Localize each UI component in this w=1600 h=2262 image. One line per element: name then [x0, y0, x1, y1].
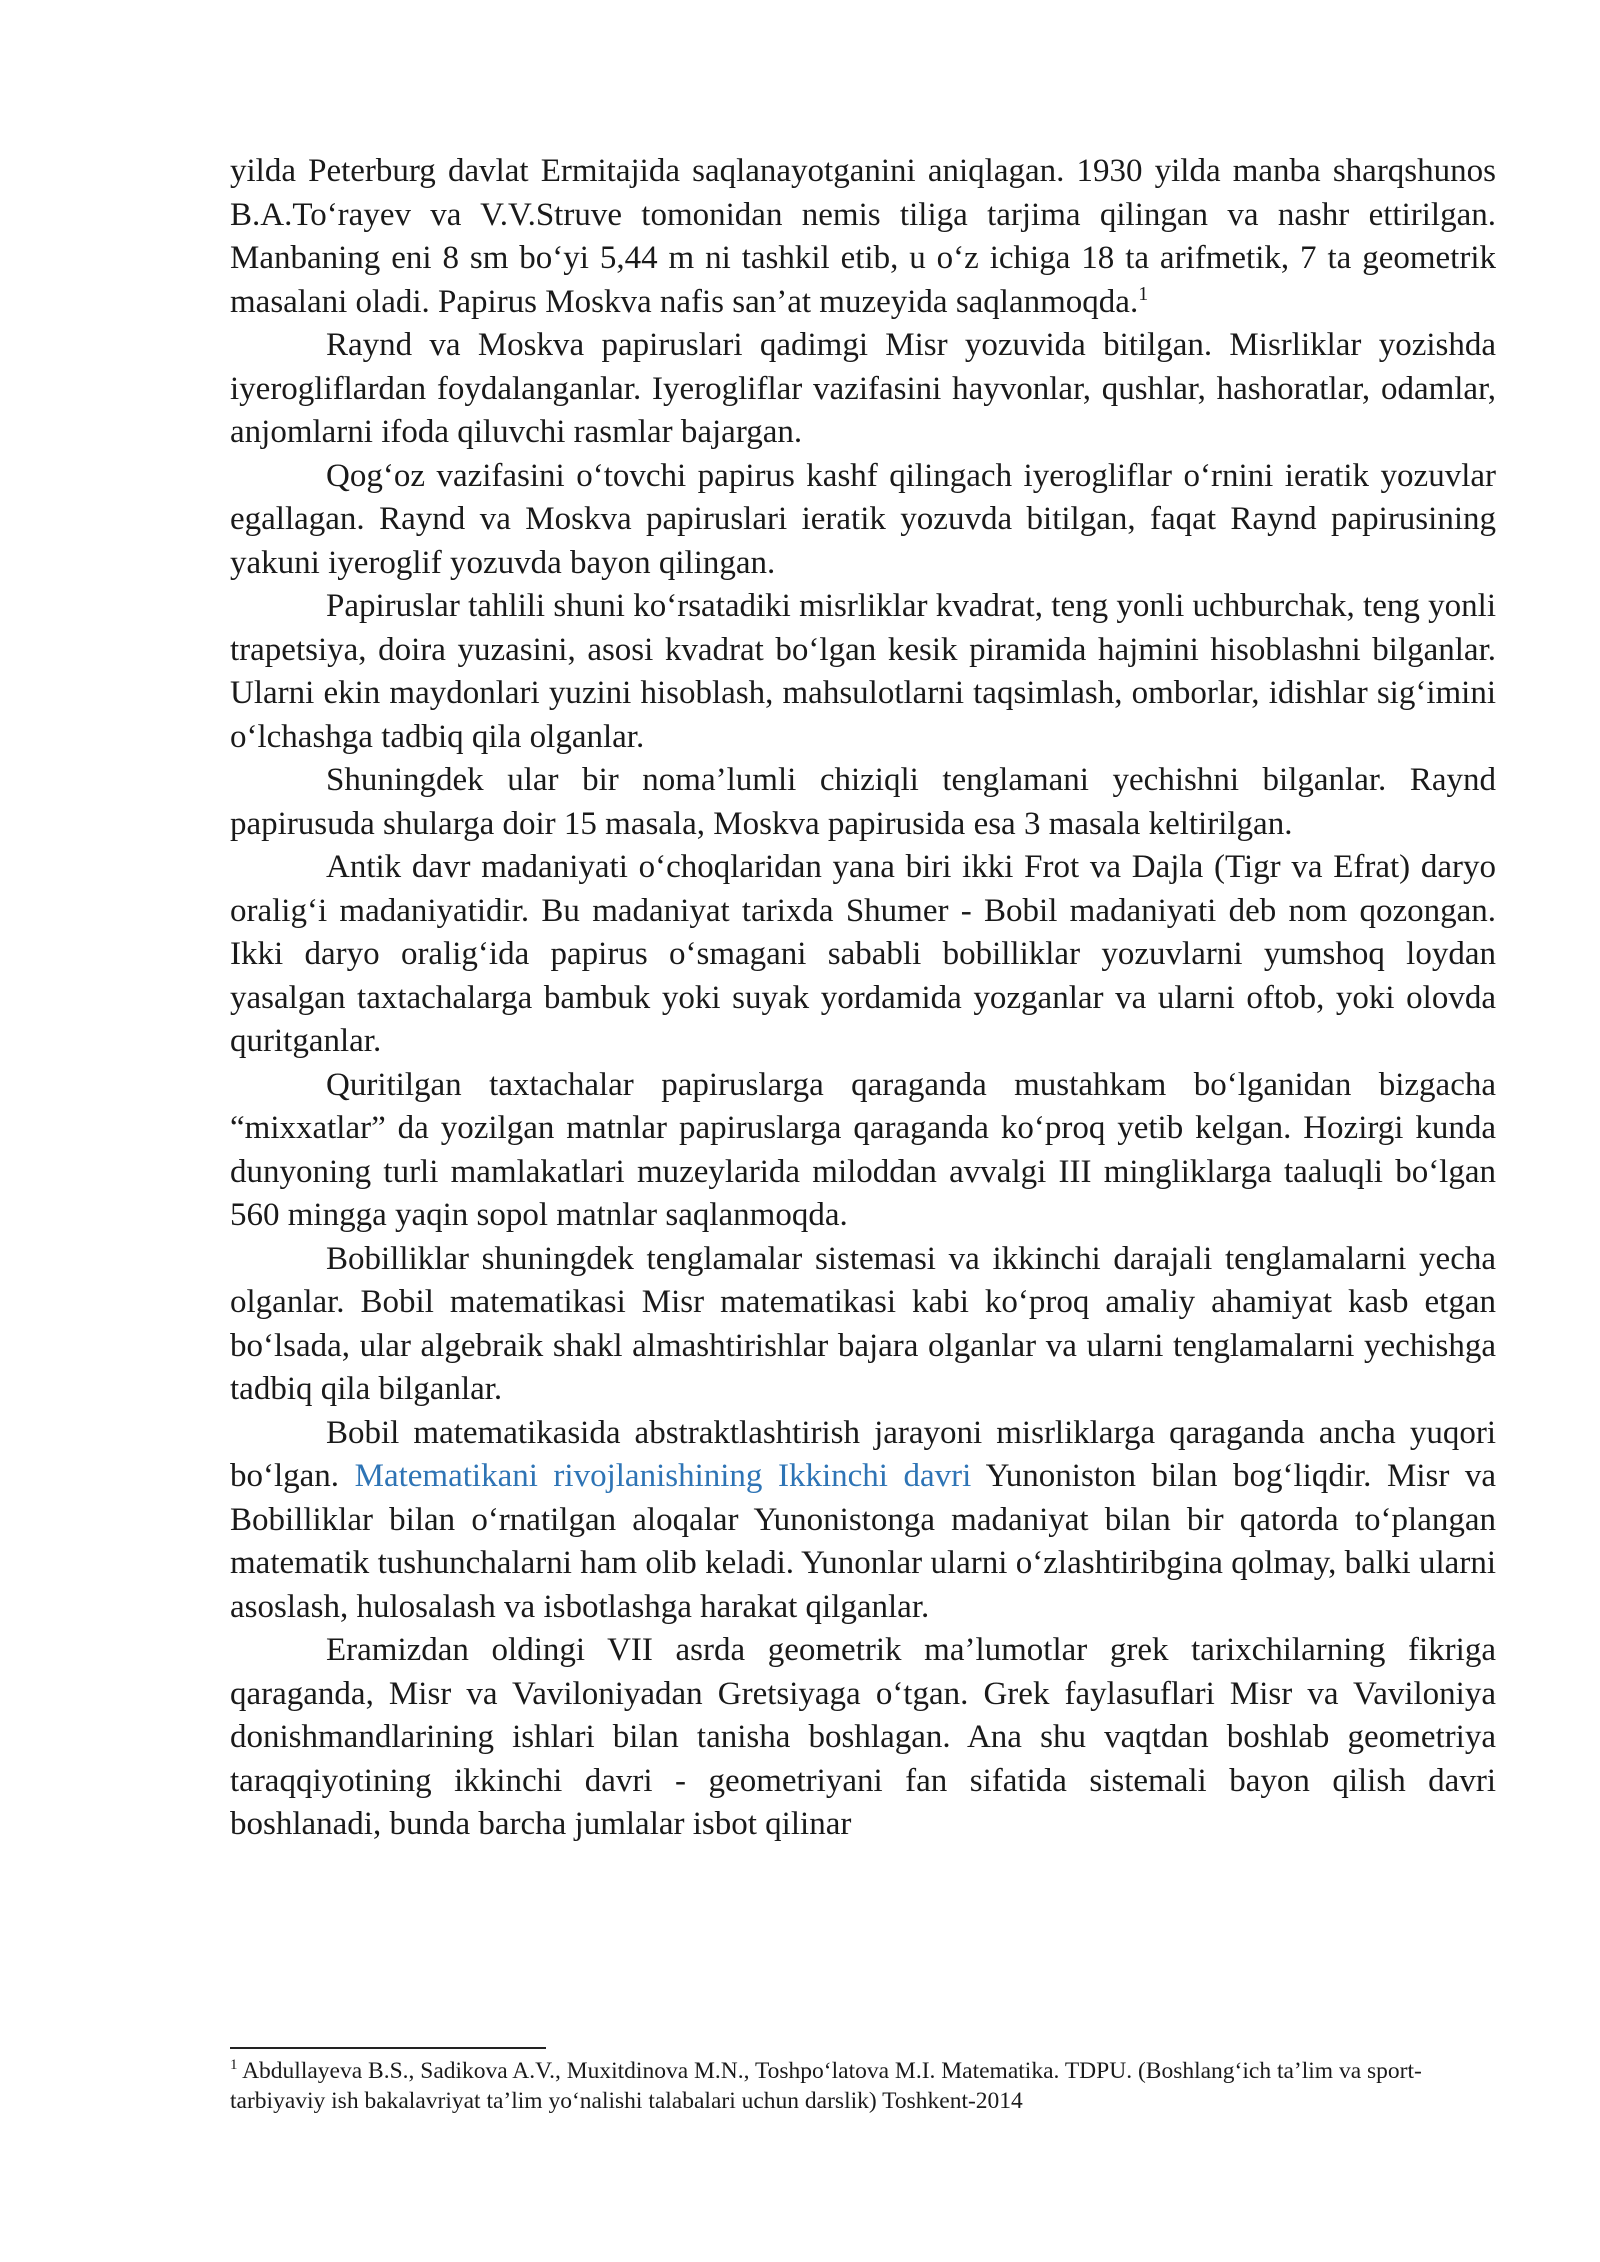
paragraph-5: Shuningdek ular bir noma’lumli chiziqli tenglamani yechishni bilganlar. Raynd papirusuda shularga doir 15 masala, Moskva papirusida esa 3 masala keltirilgan.	[230, 762, 1496, 842]
footnote-mark: 1	[230, 2057, 238, 2074]
paragraph-1	[230, 150, 1496, 324]
footnote-separator	[230, 2047, 546, 2049]
document-page	[230, 150, 1496, 1847]
paragraph-10: Eramizdan oldingi VII asrda geometrik ma’lumotlar grek tarixchilarning fikriga qaraganda, Misr va Vaviloniyadan Gretsiyaga o‘tgan. Grek faylasuflari Misr va Vaviloniya donishmandlarining ishlari bilan tanisha boshlagan. Ana shu vaqtdan boshlab geometriya taraqqiyotining ikkinchi davri - geometriyani fan sifatida sistemali bayon qilish davri boshlanadi, bunda barcha jumlalar isbot qilinar	[230, 1632, 1496, 1842]
hyperlink-second-period[interactable]: Matematikani rivojlanishining Ikkinchi davri	[354, 1458, 972, 1494]
footnote-text: Abdullayeva B.S., Sadikova A.V., Muxitdinova M.N., Toshpo‘latova M.I. Matematika. TDPU. (Boshlang‘ich ta’lim va sport-tarbiyaviy ish bakalavriyat ta’lim yo‘nalishi talabalari uchun darslik) Toshkent-2014	[230, 2058, 1422, 2114]
paragraph-3: Qog‘oz vazifasini o‘tovchi papirus kashf qilingach iyerogliflar o‘rnini ieratik yozuvlar egallagan. Raynd va Moskva papiruslari ieratik yozuvda bitilgan, faqat Raynd papirusining yakuni iyeroglif yozuvda bayon qilingan.	[230, 457, 1496, 581]
paragraph-6: Antik davr madaniyati o‘choqlaridan yana biri ikki Frot va Dajla (Tigr va Efrat) daryo oralig‘i madaniyatidir. Bu madaniyat tarixda Shumer - Bobil madaniyati deb nom qozongan. Ikki daryo oralig‘ida papirus o‘smagani sababli bobilliklar yozuvlarni yumshoq loydan yasalgan taxtachalarga bambuk yoki suyak yordamida yozganlar va ularni oftob, yoki olovda quritganlar.	[230, 849, 1496, 1059]
paragraph-9	[230, 1412, 1496, 1630]
paragraph-4: Papiruslar tahlili shuni ko‘rsatadiki misrliklar kvadrat, teng yonli uchburchak, teng yonli trapetsiya, doira yuzasini, asosi kvadrat bo‘lgan kesik piramida hajmini hisoblashni bilganlar. Ularni ekin maydonlari yuzini hisoblash, mahsulotlarni taqsimlash, omborlar, idishlar sig‘imini o‘lchashga tadbiq qila olganlar.	[230, 588, 1496, 755]
document-body	[230, 150, 1496, 1847]
paragraph-2: Raynd va Moskva papiruslari qadimgi Misr yozuvida bitilgan. Misrliklar yozishda iyerogliflardan foydalanganlar. Iyerogliflar vazifasini hayvonlar, qushlar, hashoratlar, odamlar, anjomlarni ifoda qiluvchi rasmlar bajargan.	[230, 327, 1496, 450]
footnote	[230, 2056, 1496, 2116]
paragraph-8: Bobilliklar shuningdek tenglamalar sistemasi va ikkinchi darajali tenglamalarni yecha olganlar. Bobil matematikasi Misr matematikasi kabi ko‘proq amaliy ahamiyat kasb etgan bo‘lsada, ular algebraik shakl almashtirishlar bajara olganlar va ularni tenglamalarni yechishga tadbiq qila bilganlar.	[230, 1240, 1496, 1407]
paragraph-7: Quritilgan taxtachalar papiruslarga qaraganda mustahkam bo‘lganidan bizgacha “mixxatlar” da yozilgan matnlar papiruslarga qaraganda ko‘proq yetib kelgan. Hozirgi kunda dunyoning turli mamlakatlari muzeylarida miloddan avvalgi III mingliklarga taaluqli bo‘lgan 560 mingga yaqin sopol matnlar saqlanmoqda.	[230, 1066, 1496, 1233]
paragraph-1-text: yilda Peterburg davlat Ermitajida saqlanayotganini aniqlagan. 1930 yilda manba sharqshunos B.A.To‘rayev va V.V.Struve tomonidan nemis tiliga tarjima qilingan va nashr ettirilgan. Manbaning eni 8 sm bo‘yi 5,44 m ni tashkil etib, u o‘z ichiga 18 ta arifmetik, 7 ta geometrik masalani oladi. Papirus Moskva nafis san’at muzeyida saqlanmoqda.	[230, 153, 1496, 320]
paragraph-9-text-before: Bobil matematikasida abstraktlashtirish jarayoni misrliklarga qaraganda ancha yuqori bo‘lgan.	[230, 1414, 1496, 1494]
footnote-reference[interactable]: 1	[1138, 282, 1149, 305]
paragraph-9-text-after: Yunoniston bilan bog‘liqdir. Misr va Bobilliklar bilan o‘rnatilgan aloqalar Yunonistonga madaniyat bilan bir qatorda to‘plangan matematik tushunchalarni ham olib keladi. Yunonlar ularni o‘zlashtiribgina qolmay, balki ularni asoslash, hulosalash va isbotlashga harakat qilganlar.	[230, 1458, 1497, 1625]
